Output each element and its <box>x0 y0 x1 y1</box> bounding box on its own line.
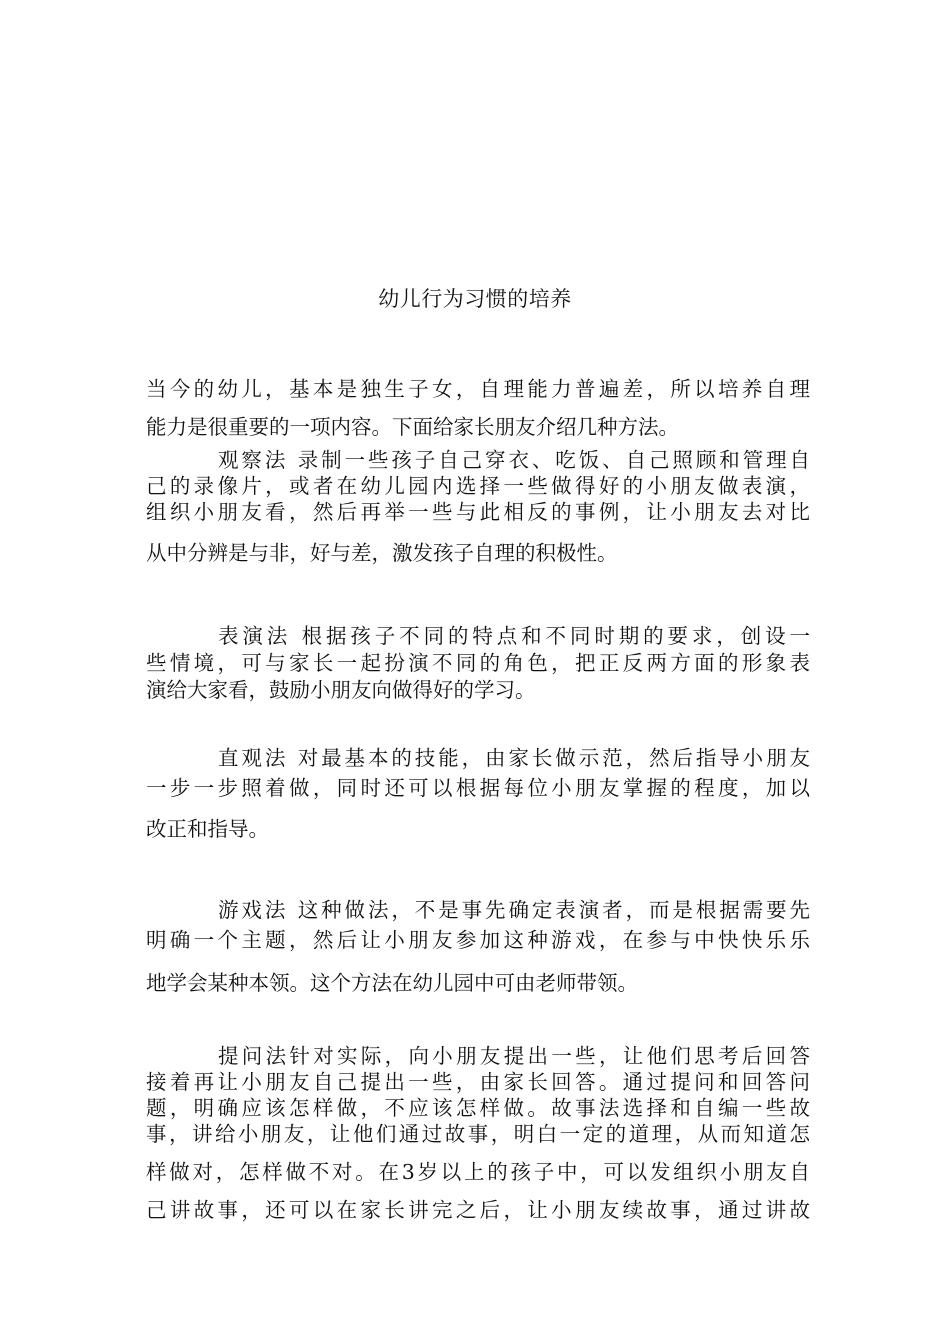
paragraph-line: 接着再让小朋友自己提出一些，由家长回答。通过提问和回答问 <box>146 1070 810 1094</box>
paragraph-line: 改正和指导。 <box>146 817 269 841</box>
paragraph-line: 演给大家看，鼓励小朋友向做得好的学习。 <box>146 678 536 702</box>
document-title: 幼儿行为习惯的培养 <box>378 287 572 311</box>
paragraph-line: 能力是很重要的一项内容。下面给家长朋友介绍几种方法。 <box>146 415 679 439</box>
paragraph-line: 己讲故事，还可以在家长讲完之后，让小朋友续故事，通过讲故 <box>146 1198 810 1222</box>
paragraph-line: 提问法针对实际，向小朋友提出一些，让他们思考后回答 <box>218 1044 810 1068</box>
paragraph-intro <box>146 370 810 446</box>
paragraph-line: 事，讲给小朋友，让他们通过故事，明白一定的道理，从而知道怎 <box>146 1122 810 1146</box>
paragraph-line: 当今的幼儿，基本是独生子女，自理能力普遍差，所以培养自理 <box>146 377 810 401</box>
paragraph-line: 从中分辨是与非，好与差，激发孩子自理的积极性。 <box>146 541 618 565</box>
paragraph-game-method <box>146 895 810 999</box>
paragraph-performance-method <box>146 623 810 704</box>
paragraph-line: 观察法 录制一些孩子自己穿衣、吃饭、自己照顾和管理自 <box>218 448 810 472</box>
paragraph-question-method <box>146 1043 810 1225</box>
paragraph-line: 一步一步照着做，同时还可以根据每位小朋友掌握的程度，加以 <box>146 776 810 800</box>
paragraph-line: 明确一个主题，然后让小朋友参加这种游戏，在参与中快快乐乐 <box>146 928 810 952</box>
paragraph-line: 样做对，怎样做不对。在3岁以上的孩子中，可以发组织小朋友自 <box>146 1160 810 1184</box>
paragraph-line: 题，明确应该怎样做，不应该怎样做。故事法选择和自编一些故 <box>146 1096 810 1120</box>
paragraph-line: 己的录像片，或者在幼儿园内选择一些做得好的小朋友做表演， <box>146 474 810 498</box>
paragraph-line: 表演法 根据孩子不同的特点和不同时期的要求，创设一 <box>218 624 810 648</box>
paragraph-line: 游戏法 这种做法，不是事先确定表演者，而是根据需要先 <box>218 898 810 922</box>
paragraph-line: 地学会某种本领。这个方法在幼儿园中可由老师带领。 <box>146 971 638 995</box>
paragraph-line: 些情境，可与家长一起扮演不同的角色，把正反两方面的形象表 <box>146 651 810 675</box>
paragraph-observation-method <box>146 447 810 569</box>
paragraph-line: 直观法 对最基本的技能，由家长做示范，然后指导小朋友 <box>218 746 810 770</box>
paragraph-demonstration-method <box>146 743 810 847</box>
paragraph-line: 组织小朋友看，然后再举一些与此相反的事例，让小朋友去对比 <box>146 500 810 524</box>
